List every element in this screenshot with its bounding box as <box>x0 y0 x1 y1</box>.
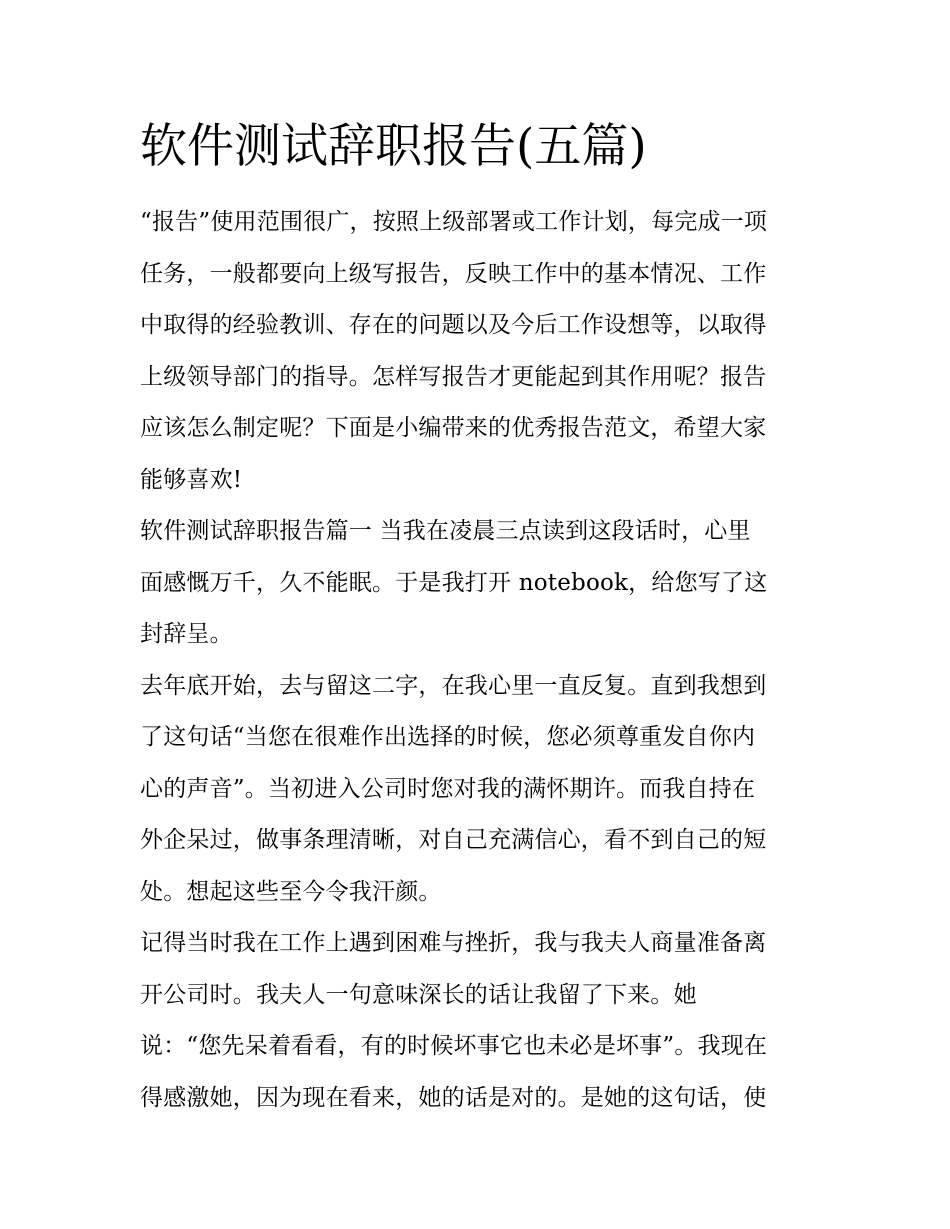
text-line: 应该怎么制定呢？下面是小编带来的优秀报告范文，希望大家 <box>140 415 767 441</box>
text-line: “报告”使用范围很广，按照上级部署或工作计划，每完成一项 <box>140 209 768 235</box>
text-line: 了这句话“当您在很难作出选择的时候，您必须尊重发自你内 <box>140 724 756 750</box>
paragraph-section-one <box>140 506 820 661</box>
text-line: 面感慨万千，久不能眠。于是我打开 notebook，给您写了这 <box>140 569 768 596</box>
paragraph-reflection <box>140 661 820 919</box>
text-line: 得感激她，因为现在看来，她的话是对的。是她的这句话，使 <box>140 1084 767 1111</box>
paragraph-intro <box>140 197 820 506</box>
text-line: 中取得的经验教训、存在的问题以及今后工作设想等，以取得 <box>140 312 767 338</box>
text-line: 处。想起这些至今令我汗颜。 <box>140 878 442 905</box>
text-line: 任务，一般都要向上级写报告，反映工作中的基本情况、工作 <box>140 260 767 287</box>
text-line: 说：“您先呆着看看，有的时候坏事它也未必是坏事”。我现在 <box>140 1033 768 1059</box>
text-line: 能够喜欢! <box>140 466 243 493</box>
text-line: 上级领导部门的指导。怎样写报告才更能起到其作用呢？报告 <box>140 363 767 390</box>
text-line: 心的声音”。当初进入公司时您对我的满怀期许。而我自持在 <box>140 775 756 802</box>
text-line: 封辞呈。 <box>140 621 233 647</box>
text-line: 开公司时。我夫人一句意味深长的话让我留了下来。她 <box>140 981 697 1008</box>
text-line: 外企呆过，做事条理清晰，对自己充满信心，看不到自己的短 <box>140 827 767 853</box>
document-body <box>140 197 820 1124</box>
document-title: 软件测试辞职报告(五篇) <box>140 119 647 174</box>
text-line: 记得当时我在工作上遇到困难与挫折，我与我夫人商量准备离 <box>140 930 767 956</box>
text-line: 去年底开始，去与留这二字，在我心里一直反复。直到我想到 <box>140 672 767 699</box>
text-line: 软件测试辞职报告篇一 当我在凌晨三点读到这段话时，心里 <box>140 518 751 544</box>
paragraph-memory <box>140 918 820 1124</box>
